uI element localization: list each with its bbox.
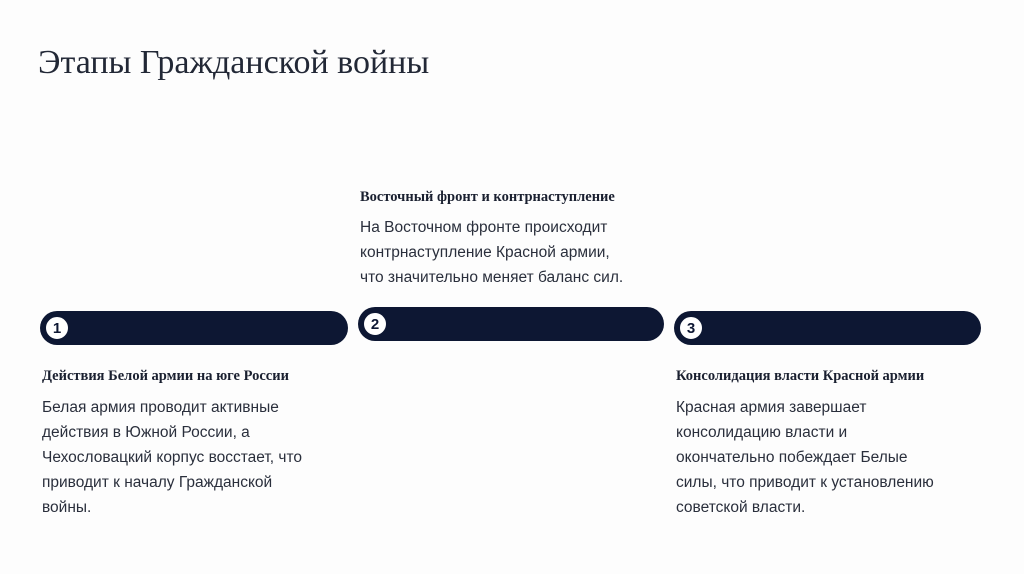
stage-2-line: контрнаступление Красной армии, [360, 244, 610, 261]
stage-1-line: войны. [42, 499, 92, 516]
stage-1-line: Чехословацкий корпус восстает, что [42, 449, 303, 466]
stage-2-line: что значительно меняет баланс сил. [360, 269, 624, 286]
stage-2-line: На Восточном фронте происходит [360, 219, 608, 236]
stage-1-heading: Действия Белой армии на юге России [42, 368, 289, 384]
stage-3-line: силы, что приводит к установлению [676, 474, 934, 491]
stage-2-bar [358, 307, 664, 341]
stage-1-bar [40, 311, 348, 345]
stage-3-line: консолидацию власти и [676, 424, 848, 441]
stage-3-line: Красная армия завершает [676, 399, 867, 416]
slide-title: Этапы Гражданской войны [38, 44, 430, 81]
stage-2-description [360, 215, 623, 290]
stage-1-line: Белая армия проводит активные [42, 399, 279, 416]
stage-1-line: приводит к началу Гражданской [42, 474, 273, 491]
stage-1-line: действия в Южной России, а [42, 424, 250, 441]
stage-3-line: окончательно побеждает Белые [676, 449, 908, 466]
stage-1-number-badge: 1 [44, 315, 70, 341]
stage-1-description [42, 395, 302, 520]
stage-3-bar [674, 311, 981, 345]
stage-2-number-badge: 2 [362, 311, 388, 337]
stage-3-number-badge: 3 [678, 315, 704, 341]
stage-2-heading: Восточный фронт и контрнаступление [360, 189, 615, 205]
stage-3-line: советской власти. [676, 499, 806, 516]
stage-3-description [676, 395, 934, 520]
stage-3-heading: Консолидация власти Красной армии [676, 368, 925, 384]
